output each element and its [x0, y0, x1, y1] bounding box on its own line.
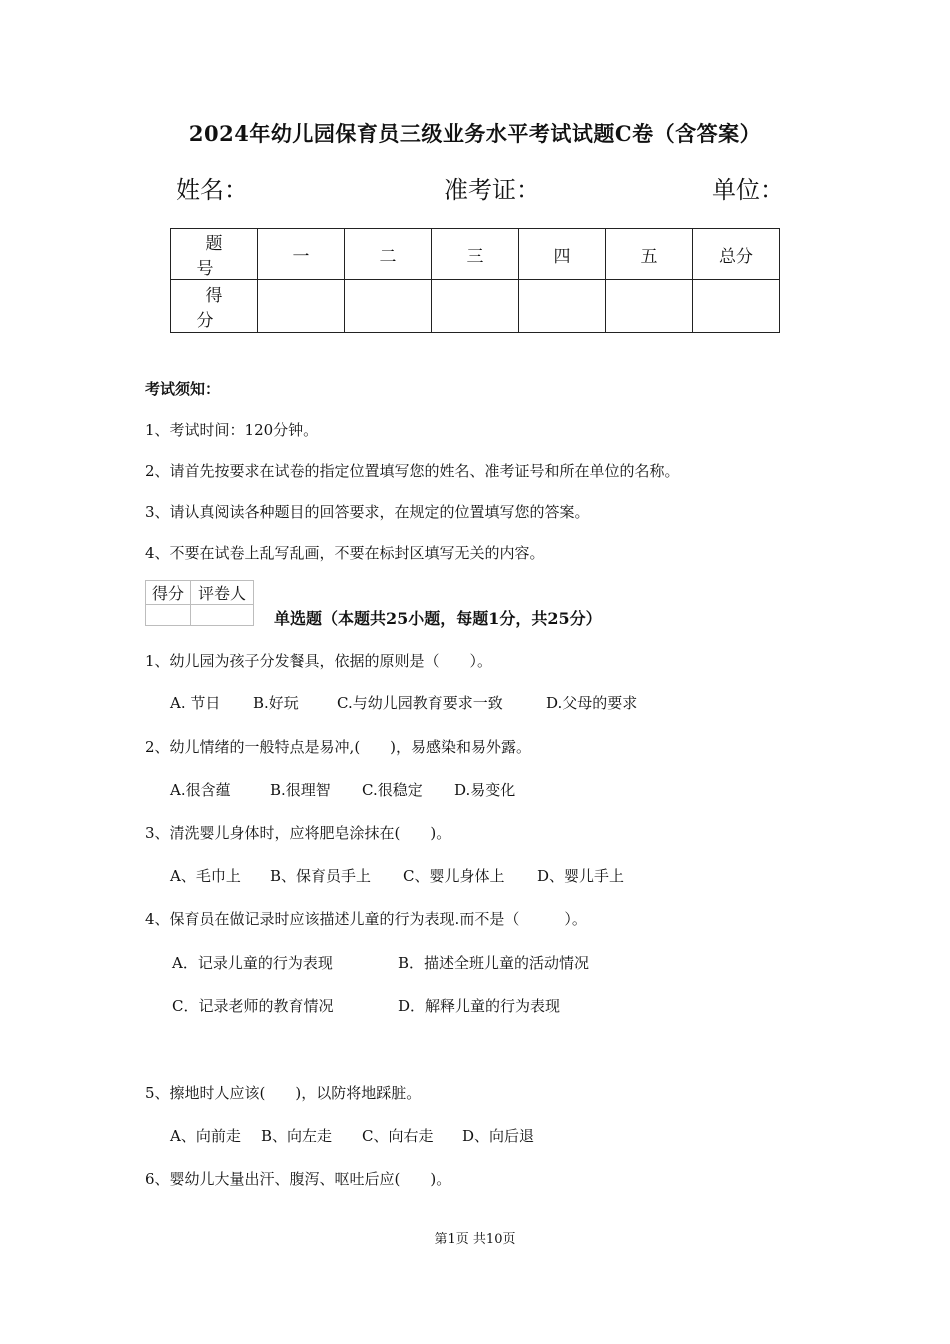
grader-score-cell	[146, 605, 191, 626]
score-header-2: 二	[345, 229, 432, 280]
score-cell	[345, 280, 432, 333]
question-stem: 1、幼儿园为孩子分发餐具，依据的原则是（ ）。	[145, 652, 493, 670]
score-cell	[606, 280, 693, 333]
question-stem: 6、婴幼儿大量出汗、腹泻、呕吐后应( )。	[145, 1170, 452, 1188]
grader-box	[145, 580, 254, 626]
question-option: A、毛巾上	[170, 867, 241, 885]
question-stem: 5、擦地时人应该( )，以防将地踩脏。	[145, 1084, 422, 1102]
question-option: B、保育员手上	[270, 867, 372, 885]
score-header-5: 五	[606, 229, 693, 280]
question-stem: 2、幼儿情绪的一般特点是易冲,( )，易感染和易外露。	[145, 738, 532, 756]
grader-score-label: 得分	[146, 581, 191, 605]
name-field-label: 姓名：	[176, 176, 248, 204]
question-option: B.很理智	[270, 781, 331, 799]
grader-name-cell	[191, 605, 254, 626]
question-option: C．记录老师的教育情况	[172, 997, 334, 1015]
notice-heading: 考试须知：	[145, 380, 221, 398]
score-header-3: 三	[432, 229, 519, 280]
score-table	[170, 228, 780, 333]
page-footer: 第1页 共10页	[434, 1232, 516, 1247]
notice-item: 2、请首先按要求在试卷的指定位置填写您的姓名、准考证号和所在单位的名称。	[145, 462, 680, 480]
question-option: C.很稳定	[362, 781, 423, 799]
question-option: D.父母的要求	[546, 694, 638, 712]
score-table-score-row	[171, 280, 780, 333]
exam-id-field-label: 准考证：	[444, 176, 540, 204]
question-stem: 4、保育员在做记录时应该描述儿童的行为表现.而不是（ ）。	[145, 910, 587, 928]
notice-item: 3、请认真阅读各种题目的回答要求，在规定的位置填写您的答案。	[145, 503, 590, 521]
question-option: A. 节日	[170, 694, 221, 712]
score-row-label: 得 分	[171, 280, 258, 333]
section-title: 单选题（本题共25小题，每题1分，共25分）	[274, 609, 602, 628]
question-option: A.很含蕴	[170, 781, 231, 799]
grader-name-label: 评卷人	[191, 581, 254, 605]
notice-item: 4、不要在试卷上乱写乱画，不要在标封区填写无关的内容。	[145, 544, 545, 562]
question-option: A．记录儿童的行为表现	[172, 954, 333, 972]
question-option: B、向左走	[261, 1127, 333, 1145]
question-option: C、向右走	[362, 1127, 434, 1145]
unit-field-label: 单位：	[712, 176, 784, 204]
question-stem: 3、清洗婴儿身体时，应将肥皂涂抹在( )。	[145, 824, 452, 842]
question-option: B.好玩	[253, 694, 299, 712]
question-option: D．解释儿童的行为表现	[398, 997, 561, 1015]
score-cell	[693, 280, 780, 333]
question-option: D、婴儿手上	[537, 867, 625, 885]
score-header-1: 一	[258, 229, 345, 280]
score-header-total: 总分	[693, 229, 780, 280]
question-option: D、向后退	[462, 1127, 535, 1145]
score-cell	[519, 280, 606, 333]
question-option: B．描述全班儿童的活动情况	[398, 954, 590, 972]
question-option: D.易变化	[454, 781, 516, 799]
score-header-4: 四	[519, 229, 606, 280]
question-option: A、向前走	[170, 1127, 241, 1145]
page-title: 2024年幼儿园保育员三级业务水平考试试题C卷（含答案）	[188, 121, 762, 146]
score-cell	[432, 280, 519, 333]
question-option: C、婴儿身体上	[403, 867, 505, 885]
score-table-header-row	[171, 229, 780, 280]
question-option: C.与幼儿园教育要求一致	[337, 694, 503, 712]
score-header-label: 题 号	[171, 229, 258, 280]
notice-item: 1、考试时间：120分钟。	[145, 421, 319, 439]
